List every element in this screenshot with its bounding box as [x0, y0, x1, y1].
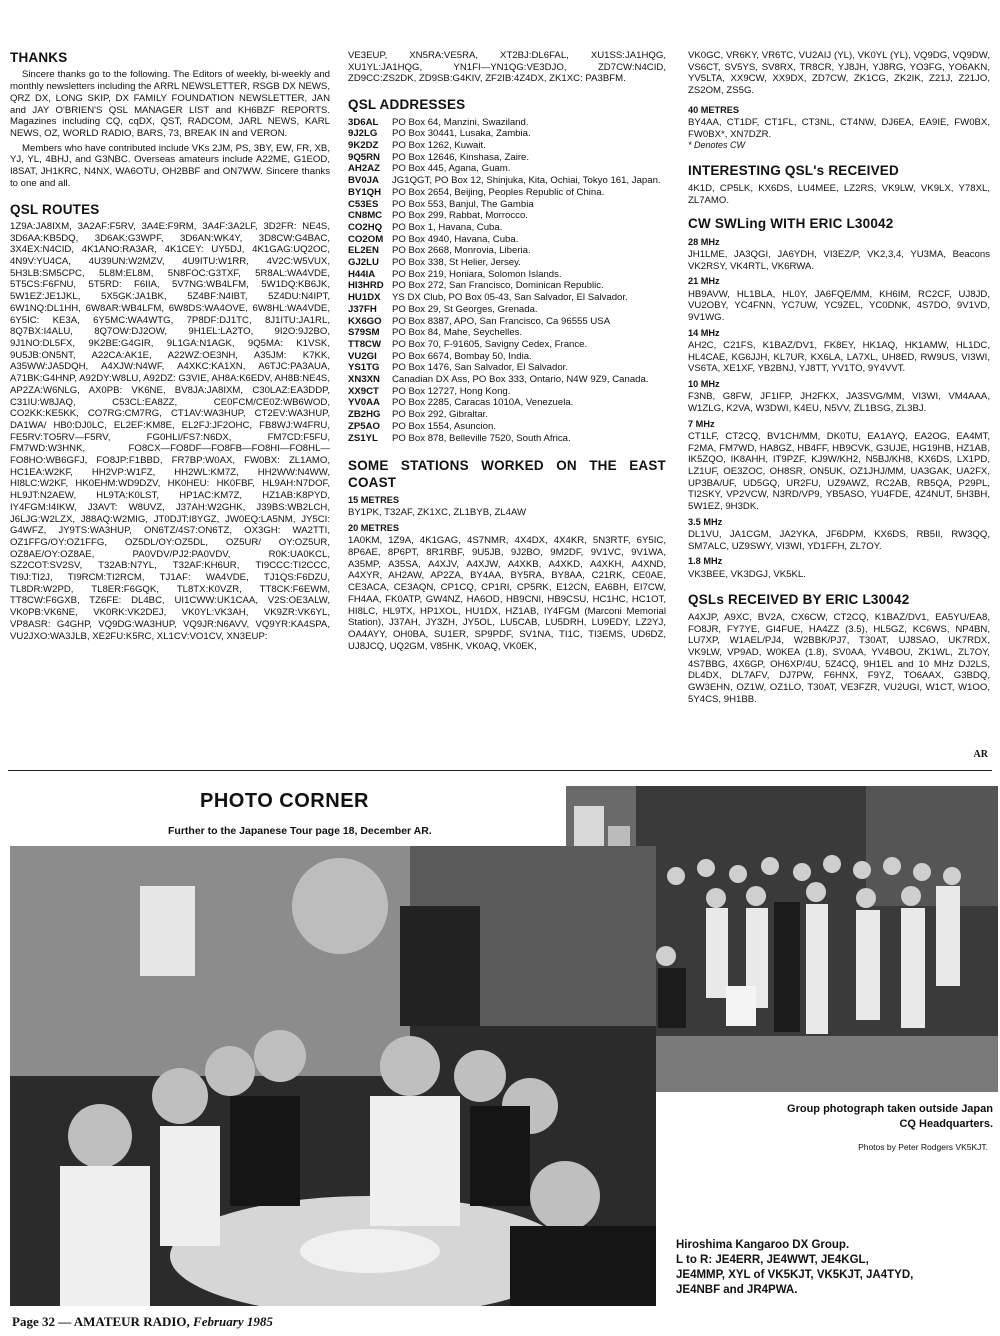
address-callsign: TT8CW [348, 338, 382, 350]
east-coast-heading: SOME STATIONS WORKED ON THE EAST COAST [348, 458, 666, 490]
photo-corner-title: PHOTO CORNER [200, 790, 369, 812]
column-3 [688, 50, 990, 708]
band-callsigns: CT1LF, CT2CQ, BV1CH/MM, DK0TU, EA1AYQ, EA2OG, EA4MT, F2MA, FM7WD, HA8GZ, HB4FF, HB9CVK, G3UJE, HG19HB, HZ1AB, IK5ZQO, IK8AHH, IT9PZF, KJ9W/KH2, N5BJ/KH8, KX6DS, LX1PD, LZ1UF, OE3ZOC, OH8SR, ON5UK, OZ1JHJ/MM, UA3GAK, UA2FX, UP3BA/UF, UD5GQ, UR2FU, UZ9AWZ, RC2AB, RB5QA, P29PL, TI2SKY, VP2VCW, N3RD/VP9, YB5ASO, YU4FDE, 4Z4NUT, 5H3BH, 5W1EZ, 9H3DK. [688, 430, 990, 513]
address-callsign: 9Q5RN [348, 151, 380, 163]
address-callsign: 9K2DZ [348, 139, 379, 151]
dinner-caption-line-3: JE4MMP, XYL of VK5KJT, VK5KJT, JA4TYD, [676, 1268, 914, 1281]
band-callsigns: JH1LME, JA3QGI, JA6YDH, VI3EZ/P, VK2,3,4, YU3MA, Beacons VK2RSY, VK4RTL, VK6RWA. [688, 248, 990, 272]
band-40m-label: 40 METRES [688, 104, 740, 115]
band-label: 21 MHz [688, 276, 720, 287]
qsl-addresses-heading: QSL ADDRESSES [348, 97, 466, 113]
band-label: 3.5 MHz [688, 516, 723, 527]
address-text: PO Box 272, San Francisco, Dominican Republic. [392, 280, 604, 292]
address-callsign: YS1TG [348, 362, 380, 374]
address-text: PO Box 2668, Monrovia, Liberia. [392, 245, 531, 257]
address-text: PO Box 299, Rabbat, Morrocco. [392, 210, 528, 222]
address-text: PO Box 878, Belleville 7520, South Africa. [392, 432, 571, 444]
dinner-caption-line-1: Hiroshima Kangaroo DX Group. [676, 1239, 850, 1251]
address-callsign: EL2EN [348, 245, 379, 257]
band-label: 14 MHz [688, 327, 720, 338]
address-callsign: H44IA [348, 268, 376, 280]
address-callsign: CO2HQ [348, 221, 383, 233]
qsl-address-row [348, 362, 666, 374]
photo-corner-subtitle: Further to the Japanese Tour page 18, December AR. [168, 825, 432, 837]
address-text: PO Box 445, Agana, Guam. [392, 163, 511, 175]
interesting-qsl-text: 4K1D, CP5LK, KX6DS, LU4MEE, LZ2RS, VK9LW, VK9LX, Y78XL, ZL7AMO. [688, 182, 990, 206]
address-text: PO Box 219, Honiara, Solomon Islands. [392, 268, 562, 280]
photo-credit: Photos by Peter Rodgers VK5KJT. [858, 1142, 988, 1152]
page-footer [12, 1314, 273, 1330]
dinner-caption-line-4: JE4NBF and JR4PWA. [676, 1283, 798, 1296]
band-20m-continued: VK0GC, VR6KY, VR6TC, VU2AIJ (YL), VK0YL (YL), VQ9DG, VQ9DW, VS6CT, SV5YS, SV8RX, TR8CR, YJ8JH, YJ8RG, YO3FG, YO6AKN, YV5LTA, XX9CW, XX9DX, ZD7CW, ZK1CG, ZK2IK, Z21J, Z21JO, ZS2OM, ZS5G. [688, 50, 990, 97]
dinner-photograph [10, 846, 656, 1306]
address-callsign: AH2AZ [348, 163, 380, 175]
qsl-address-row [348, 128, 666, 140]
address-text: PO Box 1262, Kuwait. [392, 139, 486, 151]
qsl-address-row [348, 433, 666, 445]
qsl-address-list [348, 117, 666, 445]
address-text: YS DX Club, PO Box 05-43, San Salvador, El Salvador. [392, 292, 628, 304]
qsl-address-row [348, 339, 666, 351]
qsl-routes-heading: QSL ROUTES [10, 201, 100, 217]
qsl-address-row [348, 210, 666, 222]
column-1 [10, 50, 330, 645]
address-callsign: CN8MC [348, 210, 383, 222]
address-callsign: XX9CT [348, 385, 379, 397]
address-text: PO Box 4940, Havana, Cuba. [392, 233, 519, 245]
address-callsign: 3D6AL [348, 116, 379, 128]
qsl-address-row [348, 374, 666, 386]
interesting-qsl-heading: INTERESTING QSL's RECEIVED [688, 163, 899, 179]
band-15m-text: BY1PK, T32AF, ZK1XC, ZL1BYB, ZL4AW [348, 507, 527, 519]
band-label: 1.8 MHz [688, 556, 723, 567]
address-callsign: BV0JA [348, 175, 379, 187]
address-text: PO Box 1554, Asuncion. [392, 420, 496, 432]
qsl-address-row [348, 163, 666, 175]
address-text: PO Box 338, St Helier, Jersey. [392, 257, 521, 269]
address-callsign: YV0AA [348, 397, 380, 409]
address-text: PO Box 1, Havana, Cuba. [392, 221, 503, 233]
band-label: 7 MHz [688, 418, 715, 429]
address-callsign: CO2OM [348, 233, 384, 245]
address-callsign: ZB2HG [348, 409, 381, 421]
band-40m-text: BY4AA, CT1DF, CT1FL, CT3NL, CT4NW, DJ6EA, EA9IE, FW0BX, FW0BX*, XN7DZR. [688, 117, 990, 140]
address-callsign: C53ES [348, 198, 379, 210]
qsl-address-row [348, 269, 666, 281]
qsl-address-row [348, 304, 666, 316]
address-callsign: GJ2LU [348, 257, 379, 269]
qsl-address-row [348, 234, 666, 246]
qsl-address-row [348, 316, 666, 328]
address-callsign: VU2GI [348, 350, 377, 362]
group-caption-line-2: CQ Headquarters. [899, 1117, 993, 1130]
cw-band-list [688, 237, 990, 581]
address-text: PO Box 64, Manzini, Swaziland. [392, 116, 529, 128]
address-text: PO Box 553, Banjul, The Gambia [392, 198, 534, 210]
thanks-paragraph-2: Members who have contributed include VKs 2JM, PS, 3BY, EW, FR, XB, YJ, YL, 4BHJ, and G3NBC. Overseas amateurs include A22ME, G1EOD, I8SAT, JH1KRC, N4NX, WA6OTU, OH2BBF and ON7WW. Sincere thanks to one and all. [10, 142, 330, 189]
qsl-address-row [348, 257, 666, 269]
footer-date: February 1985 [193, 1314, 273, 1329]
address-text: PO Box 70, F-91605, Savigny Cedex, France. [392, 338, 588, 350]
footer-page: Page 32 — AMATEUR RADIO, [12, 1314, 190, 1329]
address-text: Canadian DX Ass, PO Box 333, Ontario, N4W 9Z9, Canada. [392, 374, 649, 386]
address-callsign: ZP5AO [348, 420, 380, 432]
address-text: PO Box 8387, APO, San Francisco, Ca 96555 USA [392, 315, 611, 327]
group-photo-caption [705, 1102, 993, 1132]
address-callsign: BY1QH [348, 186, 382, 198]
group-caption-line-1: Group photograph taken outside Japan [787, 1103, 993, 1115]
address-callsign: J37FH [348, 303, 377, 315]
qsl-address-row [348, 199, 666, 211]
band-callsigns: F3NB, G8FW, JF1IFP, JH2FKX, JA3SVG/MM, VI3WI, VM4AAA, W1ZLG, K2VA, W3DWI, K4EU, N5VV, ZL1BSG, ZL3BJ. [688, 391, 990, 414]
end-mark: AR [973, 749, 988, 760]
band-label: 28 MHz [688, 236, 720, 247]
address-callsign: XN3XN [348, 374, 380, 386]
qsl-address-row [348, 222, 666, 234]
band-callsigns: HB9AVW, HL1BLA, HL0Y, JA6FQE/MM, KH6IM, RC2CF, UJ8JD, VU2OBY, YC4FNN, YC7UW, YC9ZEL, YC0DNK, 4S7DO, 9V1VD, 9V1WG. [688, 288, 990, 323]
qsl-routes-text: 1Z9A:JA8IXM, 3A2AF:F5RV, 3A4E:F9RM, 3A4F:3A2LF, 3D2FR: NE4S, 3D6AA:KB5DQ, 3D6AK:G3WPF, 3D6AN:WK4Y, 3D8CW:G4BAC, 3X4EX:N4CID, 4K1ANO:RA3AR, 4K1CEY: UY5DJ, 4K1GAG:UQ2OC, 4N9V:YU4CA, 4U39UN:W2MZV, 4U9ITU:W1RR, 4V2C:W5VUX, 5H3LB:SM5CPC, 5L8M:EL8M, 5N8FOC:G3TXF, 5R8AL:WA4VDE, 5T5CS:F6FNU, 5T5RD: F6IIA, 5V7NG:WB4LFM, 5W1DQ:KB6JK, 5W1EZ:JE1JKL, 5X5GK:JA1BK, 5Z4BF:N4IBT, 5Z4DU:N4IPT, 6W1NQ:DL1HH, 6W8AR:WB4LFM, 6W8DS:WA4OVE, 6W8HL:WA4VDE, 6Y5IC: KE3A, 6Y5MC:WA4WTG, 7P8DF:DJ1TC, 8J1ITU:JA1RL, 8Q7BX:I4ALU, 8Q7OW:DJ2OW, 9H1EL:LA2TO, 9I2O:9J2BO, 9J1NO:DL5FX, 9K2BE:G4GIR, 9L1GA:N1AGK, 9Q5MA: K1VSK, 9U5JB:ON5NT, A22CA:AK1E, A22WZ:OE3NH, A35JM: K7KK, A35WW:JA5DQH, A4XJW:N4WF, A4XKC:KA1XN, A6TJC:PA3AUA, A71BK:G4HNP, A92DY:W8LU, A92DZ: G3VIE, AH8A:K6EDV, AH8B:NE4S, AP2ZA:W6NLG, AX0PB: VK6NE, BV8JA:JA8IXM, C30LAZ:EA3DDP, C31IU:W8JAQ, C53CL:EA8ZZ, CE0FCM/CE0Z:WB6WOD, CO2KK:KE5KK, CO7RG:CM7RG, CT1AV:WA3HUP, CT2EV:WA3HUP, DA1WA/ HB0:DJ0LC, EL2EF:KM8E, EL2FJ:JF2OHC, FB8WJ:W4FRU, FE5RV:TO5RV—F5RV, FG0HLI/FS7:N6DX, FM7CD:F5FU, FM7WD:W3HNK, FO8CX—FO8DF—FO8FB—FO8HI—FO8HL— FO8HO:WB6GFJ, FO8JP:F1BBD, FR7BP:W0AX, FW0BX: ZL1AMO, HC1EA:W2KF, HH2VP:W1FZ, HH2WL:KM7Z, HH2WW:N4WW, HI8LC:W2KF, HK0EHM:WD9DZV, HK0HEU: HK0FBF, HL9AH:N7DOF, HL9JT:N2AEW, HL9TA:K0LST, HP1AC:KM7Z, HZ1AB:K8PYD, IY4FGM:I4IKW, J3AVT: W8UVZ, J37AH:W2GHK, J39BS:WB2LCH, J6LJG:W2LZX, J88AQ:W2MIG, JT0DJT:I8YGZ, JW0EQ:LA5NM, JY5CI: G4WFZ, JY9TS:WA3HUP, ON6TZ/4S7:ON6TZ, OX3GH: WA2TTI, OZ1FFG/OY:OZ1FFG, OZ5DL/OY:OZ5DL, OZ5UR/ OY:OZ5UR, OZ8AE/OY:OZ8AE, PA0VDV/PJ2:PA0VDV, R0K:UA0KCL, SZ2COT:SV2SV, T32AB:N7YL, T32AF:KH6UR, TI9CCC:TI2CCC, TI9J:TI2J, TI9RCM:TI2RCM, TJ1AF: WA4VDE, TJ1QS:F6DZU, TL8DR:W2PD, TL8ER:F6GQK, TL8TX:K0VZR, TT8CK:F6EWM, TT8CW:F6GXB, TZ6FE: DL4BC, UI1CWW:UK1CAA, V2S:OE3ALW, VK0PB:VK6NE, VK0RK:VK2DEJ, VK0YL:VK3AH, VK9ZR:VK6YL, VP8ASR: G4GHP, VQ9DG:WA3HUP, VQ9JR:N6AVV, VQ9YR:KA4SPA, VU2JXO:WA3JLB, XE2FU:K5RC, XL1CV:VO1CV, XN3EUP: [10, 220, 330, 642]
qsl-address-row [348, 245, 666, 257]
section-divider [8, 770, 992, 771]
address-callsign: KX6GO [348, 315, 382, 327]
address-text: PO Box 2654, Beijing, Peoples Republic of China. [392, 186, 605, 198]
qsl-address-row [348, 421, 666, 433]
address-text: PO Box 2285, Caracas 1010A, Venezuela. [392, 397, 574, 409]
qsl-address-row [348, 351, 666, 363]
band-callsigns: AH2C, C21FS, K1BAZ/DV1, FK8EY, HK1AQ, HK1AMW, HL1DC, HL4CAE, KG6JJH, KL7UR, KX6LA, LA7XL, UH8ED, RW9US, VI3WI, VS6TA, XE1XF, YB2BNJ, YJ8TT, YV1TO, 9Y4VVT. [688, 339, 990, 375]
qsl-address-row [348, 409, 666, 421]
address-text: JG1QGT, PO Box 12, Shinjuka, Kita, Ochiai, Tokyo 161, Japan. [392, 175, 661, 187]
qsl-address-row [348, 117, 666, 129]
qsl-address-row [348, 280, 666, 292]
address-text: PO Box 1476, San Salvador, El Salvador. [392, 362, 568, 374]
band-20m-label: 20 METRES [348, 523, 400, 534]
qsl-address-row [348, 152, 666, 164]
qsl-routes-continued: VE3EUP, XN5RA:VE5RA, XT2BJ:DL6FAL, XU1SS:JA1HQG, XU1YL:JA1HQG, YN1FI—YN1QG:VE3DJO, ZD7CW:N4CID, ZD9CC:ZS2DK, ZD9SB:G4KIV, ZF2IB:4Z4DX, ZK1XC: PA3BFM. [348, 50, 666, 85]
address-text: PO Box 30441, Lusaka, Zambia. [392, 128, 531, 140]
band-callsigns: VK3BEE, VK3DGJ, VK5KL. [688, 568, 806, 580]
address-text: PO Box 29, St Georges, Grenada. [392, 303, 538, 315]
qsl-address-row [348, 327, 666, 339]
band-15m-label: 15 METRES [348, 495, 400, 506]
thanks-heading: THANKS [10, 50, 68, 65]
address-callsign: 9J2LG [348, 128, 378, 140]
address-callsign: ZS1YL [348, 432, 378, 444]
qsl-address-row [348, 292, 666, 304]
address-text: PO Box 6674, Bombay 50, India. [392, 350, 532, 362]
dinner-caption-line-2: L to R: JE4ERR, JE4WWT, JE4KGL, [676, 1253, 869, 1266]
qsls-received-heading: QSLs RECEIVED BY ERIC L30042 [688, 592, 910, 608]
address-text: PO Box 84, Mahe, Seychelles. [392, 327, 523, 339]
address-callsign: HU1DX [348, 292, 381, 304]
qsl-address-row [348, 187, 666, 199]
qsl-address-row [348, 140, 666, 152]
qsls-received-text: A4XJP, A9XC, BV2A, CX6CW, CT2CQ, K1BAZ/DV1, EA5YU/EA8, FO8JR, FY7YE, GI4FUE, HA4ZZ (3.5), HL5GZ, KC6WS, NP4BN, LU7XP, W1AEL/PJ4, W2BBK/PJ7, T30AT, UJ8SAO, UK7RDX, VK9LW, VP9AD, W0KEA (1.8), SV0AA, YV4BOU, ZK1WL, ZL7OY, 4S7BBG, 4X6GP, OH6XP/4U, 5Z4CQ, 9H1EL and 10 MHz DJ2LS, DL4DX, DL7AFV, DJ7PW, F6HNX, F9YZ, TO6AAX, G3BDQ, GW3EHN, OZ1W, OZ1LO, T30AT, VE3FZR, VU2UGI, W1CT, W1OO, 5Y4CS, 9H1BB. [688, 611, 990, 705]
band-label: 10 MHz [688, 379, 720, 390]
qsl-address-row [348, 386, 666, 398]
address-text: PO Box 12727, Hong Kong. [392, 385, 511, 397]
address-callsign: HI3HRD [348, 280, 384, 292]
address-text: PO Box 12646, Kinshasa, Zaire. [392, 151, 530, 163]
cw-swling-heading: CW SWLing WITH ERIC L30042 [688, 216, 894, 232]
cw-footnote: * Denotes CW [688, 140, 746, 151]
column-2 [348, 50, 666, 655]
thanks-paragraph-1: Sincere thanks go to the following. The Editors of weekly, bi-weekly and monthly newsletters including the ARRL NEWSLETTER, RSGB DX NEWS, QRZ DX, LONG SKIP, DX FAMILY FOUNDATION NEWSLETTER, JAN and JAY O'BRIEN'S QSL MANAGER LIST and KH6BZF REPORTS. Magazines including CQ, cqDX, QST, RADCOM, JARL NEWS, KARL NEWS, OZ, WORLD RADIO, BARS, 73, BREAK IN and VERON. [10, 69, 330, 139]
dinner-photo-illustration [10, 846, 656, 1306]
address-callsign: S79SM [348, 327, 380, 339]
qsl-address-row [348, 397, 666, 409]
dinner-photo-caption [676, 1238, 976, 1298]
qsl-address-row [348, 175, 666, 187]
address-text: PO Box 292, Gibraltar. [392, 409, 488, 421]
band-callsigns: DL1VU, JA1CGM, JA2YKA, JF6DPM, KX6DS, RB5II, RW3QQ, SM7ALC, UZ9SWY, VI3WI, YD1FFH, ZL7OY. [688, 529, 990, 552]
band-20m-text: 1A0KM, 1Z9A, 4K1GAG, 4S7NMR, 4X4DX, 4X4KR, 5N3RTF, 6Y5IC, 8P6AE, 8P6PT, 8R1RBF, 9U5JB, 9J2BO, 9M2DF, 9V1VC, 9V1WA, A35MP, A35SA, A4XJV, A4XJW, A4XKB, A4XKD, A4XKH, A4XND, A4XYR, AH2AW, AP2ZA, BY4AA, BY5RA, BY8AA, C21RK, CE0AE, CE3ACA, CE3AQN, CP1CQ, CP1RI, CP5RK, E12CN, EA6BH, EI7CW, FH4AA, FK0ATP, GW4NZ, HA6OD, HB9CNI, HB9CSU, HC1HC, HC1OT, HI8LC, HL9TX, HP1XOL, HU1DX, HZ1AB, IY4FGM (Marconi Memorial Station), J37AH, JY3ZH, JY5OL, LU5CAB, LU5DRH, LU9EDY, LZ2YJ, OA4AYY, OH0BA, SU1ER, SP9PDF, SV1NA, TI1C, TI3EMS, UD6DZ, UJ8JCQ, UQ2GM, V85HK, VK0AQ, VK0EK, [348, 535, 666, 652]
